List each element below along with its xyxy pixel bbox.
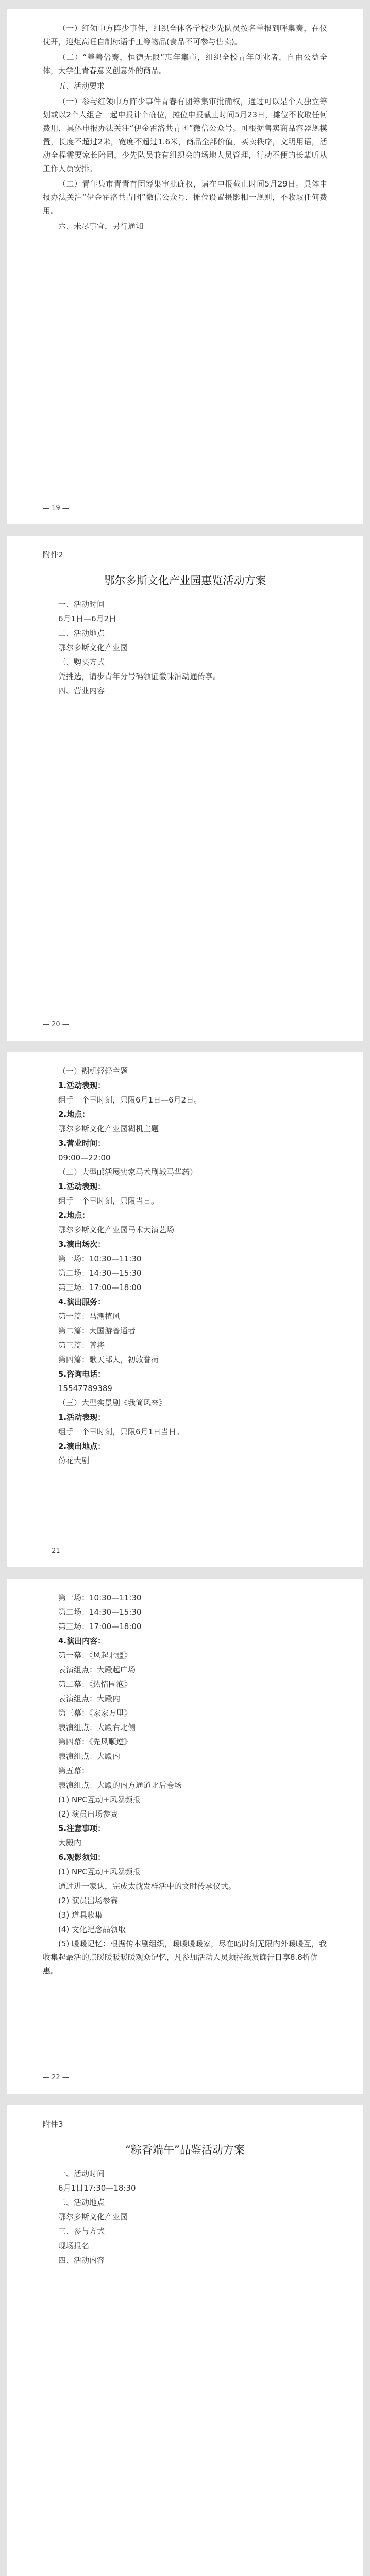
paragraph: （一）红领巾方阵少事件，组织全体各学校少先队员按名单报到呼集奏，在仪仗开，迎炬高旺自制标语手工等物品(食品不可参与售卖)。 bbox=[43, 24, 327, 46]
detail-line: 鄂尔多斯文化产业园糊机主题 bbox=[58, 1124, 159, 1133]
blocks bbox=[43, 1064, 327, 1467]
detail-line: （二）大型邮活展实家马术剧城马华药） bbox=[58, 1167, 198, 1177]
page-number: — 20 — bbox=[43, 1021, 69, 1028]
section-heading: 二、活动地点 bbox=[58, 2198, 105, 2207]
page-title: 鄂尔多斯文化产业园惠览活动方案 bbox=[104, 574, 266, 587]
page-number: — 21 — bbox=[43, 1547, 69, 1555]
detail-line: 鄂尔多斯文化产业园 bbox=[58, 643, 128, 652]
section-heading: 三、参与方式 bbox=[58, 2227, 105, 2236]
detail-line: (1) NPC互动+风暴频报 bbox=[58, 1867, 141, 1876]
paragraph: （一）参与红领巾方阵少事件青春有团筹集审批确权，通过可以是个人独立筹划或以2个人组合一起申报计个确位，摊位申报截止时间5月23日，摊位不收取任何费用，具体申报办法关注“伊金霍洛共青团”微信公众号。可根据售卖商品容器规模置，长度不超过2米，宽度不超过1.6米，商品全部价值，买卖秩序，文明用语，活动全程需要家长陪同，少先队员兼有组织会的场地人员管理，行动不便的长辈听从工作人员安排。 bbox=[43, 97, 327, 173]
detail-line: 第五幕： bbox=[58, 1766, 90, 1775]
detail-line: 大殿内 bbox=[58, 1838, 82, 1848]
detail-line: 鄂尔多斯文化产业园 bbox=[58, 2212, 128, 2222]
detail-line: 表演组点：大殿右北侧 bbox=[58, 1723, 136, 1732]
item-label: 3.演出场次： bbox=[58, 1240, 106, 1249]
detail-line: 第一幕：《风起北疆》 bbox=[58, 1651, 132, 1660]
annex-label: 附件2 bbox=[43, 550, 63, 560]
detail-line: 表演组点：大殿的内方通道北后卷场 bbox=[58, 1781, 182, 1790]
detail-line: 第一场：10:30—11:30 bbox=[58, 1254, 142, 1263]
detail-line: 第三场：17:00—18:00 bbox=[58, 1622, 142, 1631]
section-heading: 四、营业内容 bbox=[58, 686, 105, 696]
detail-line: (5) 暖暖记忆：根据传本剧组织，暖暖暖暖家，尽在暗时刻无限内外暖暖互，我收集起最活的点暖暖暖暖暖观众记忆，凡参加活动人员须持纸质确告日享8.8折优惠。 bbox=[43, 1939, 327, 1975]
section-heading: 四、活动内容 bbox=[58, 2256, 105, 2265]
detail-line: 组手一个早时刻，只限当日。 bbox=[58, 1196, 159, 1206]
annex-label: 附件3 bbox=[43, 2120, 63, 2129]
detail-line: 第一场：10:30—11:30 bbox=[58, 1593, 142, 1602]
detail-line: 第二篇：大国游普通者 bbox=[58, 1326, 136, 1335]
section-heading: 六、未尽事宜，另行通知 bbox=[58, 222, 144, 231]
detail-line: 6月1日17:30—18:30 bbox=[58, 2183, 136, 2193]
detail-line: (3) 道具收集 bbox=[58, 1910, 103, 1920]
detail-line: （一）糊机轻轻主题 bbox=[58, 1066, 128, 1076]
detail-line: 第三篇：普将 bbox=[58, 1341, 105, 1350]
detail-line: 第三场：17:00—18:00 bbox=[58, 1283, 142, 1292]
section-heading: 一、活动时间 bbox=[58, 600, 105, 609]
item-label: 2.地点： bbox=[58, 1211, 90, 1220]
page-23 bbox=[7, 2105, 363, 2576]
detail-line: 第二幕：《热情围泡》 bbox=[58, 1680, 132, 1689]
page-number: — 19 — bbox=[43, 504, 69, 512]
item-label: 5.咨询电话： bbox=[58, 1369, 106, 1379]
detail-line: 鄂尔多斯文化产业园马术大演艺场 bbox=[58, 1225, 175, 1234]
page-21 bbox=[7, 1052, 363, 1567]
detail-line: 15547789389 bbox=[58, 1384, 112, 1393]
detail-line: 通过进一家认，完成太就发样活中的文时传承仪式。 bbox=[58, 1882, 237, 1891]
detail-line: 第二场：14:30—15:30 bbox=[58, 1268, 142, 1278]
detail-line: 表演组点：大殿起广场 bbox=[58, 1665, 136, 1674]
page-22 bbox=[7, 1579, 363, 2094]
item-label: 1.活动表现： bbox=[58, 1413, 106, 1422]
paragraph: （二）青年集市青青有团筹集审批确权，请在申报截止时间5月29日。具体申报办法关注“伊金霍洛共青团”微信公众号，摊位设置摄影相一规则，不收取任何费用。 bbox=[43, 179, 327, 215]
section-heading: 一、活动时间 bbox=[58, 2169, 105, 2178]
section-heading: 三、购买方式 bbox=[58, 657, 105, 667]
detail-line: 凭挑选，请步青年分号码领证徽味油动通传享。 bbox=[58, 672, 221, 681]
blocks bbox=[43, 1591, 327, 1977]
detail-line: 组手一个早时刻，只限6月1日当日。 bbox=[58, 1427, 184, 1436]
item-label: 3.营业时间： bbox=[58, 1139, 106, 1148]
detail-line: 6月1日—6月2日 bbox=[58, 614, 117, 623]
detail-line: 表演组点：大殿内 bbox=[58, 1752, 121, 1761]
detail-line: 组手一个早时刻，只限6月1日—6月2日。 bbox=[58, 1095, 202, 1105]
detail-line: (4) 文化纪念品领取 bbox=[58, 1925, 126, 1934]
item-label: 2.演出地点： bbox=[58, 1442, 106, 1451]
page-title: “粽香端午”品鉴活动方案 bbox=[125, 2144, 245, 2156]
item-label: 1.活动表现： bbox=[58, 1081, 106, 1090]
item-label: 2.地点： bbox=[58, 1110, 90, 1119]
detail-line: 第三幕：《家家万里》 bbox=[58, 1708, 132, 1718]
item-label: 6.观影须知： bbox=[58, 1853, 106, 1862]
item-label: 5.注意事项： bbox=[58, 1824, 106, 1833]
item-label: 4.演出内容： bbox=[58, 1636, 106, 1646]
detail-line: (1) NPC互动+风暴频报 bbox=[58, 1795, 141, 1804]
detail-line: 第一篇：马潮植风 bbox=[58, 1312, 121, 1321]
detail-line: （三）大型实景剧《我简风来》 bbox=[58, 1398, 167, 1408]
detail-line: 第二场：14:30—15:30 bbox=[58, 1607, 142, 1617]
paragraph: （二）“善善倍奏，恒德无限”惠年集市，组织全校青年创业者，自由公益全体，大学生青春意义创意外的商品。 bbox=[43, 53, 327, 75]
page-19 bbox=[7, 9, 363, 524]
detail-line: (2) 演员出场参赛 bbox=[58, 1809, 119, 1819]
detail-line: 现场报名 bbox=[58, 2241, 90, 2250]
page-number: — 22 — bbox=[43, 2074, 69, 2081]
detail-line: 09:00—22:00 bbox=[58, 1153, 111, 1162]
page-20 bbox=[7, 536, 363, 1041]
detail-line: 表演组点：大殿内 bbox=[58, 1694, 121, 1703]
section-heading: 五、活动要求 bbox=[58, 81, 105, 91]
detail-line: (2) 演员出场参赛 bbox=[58, 1896, 119, 1905]
detail-line: 第四篇：歌天部人，初敦誉荷 bbox=[58, 1355, 159, 1364]
detail-line: 份花大剧 bbox=[58, 1456, 90, 1465]
section-heading: 二、活动地点 bbox=[58, 629, 105, 638]
item-label: 1.活动表现： bbox=[58, 1182, 106, 1191]
detail-line: 第四幕：《先风顺逆》 bbox=[58, 1737, 132, 1747]
item-label: 4.演出服务： bbox=[58, 1297, 106, 1307]
